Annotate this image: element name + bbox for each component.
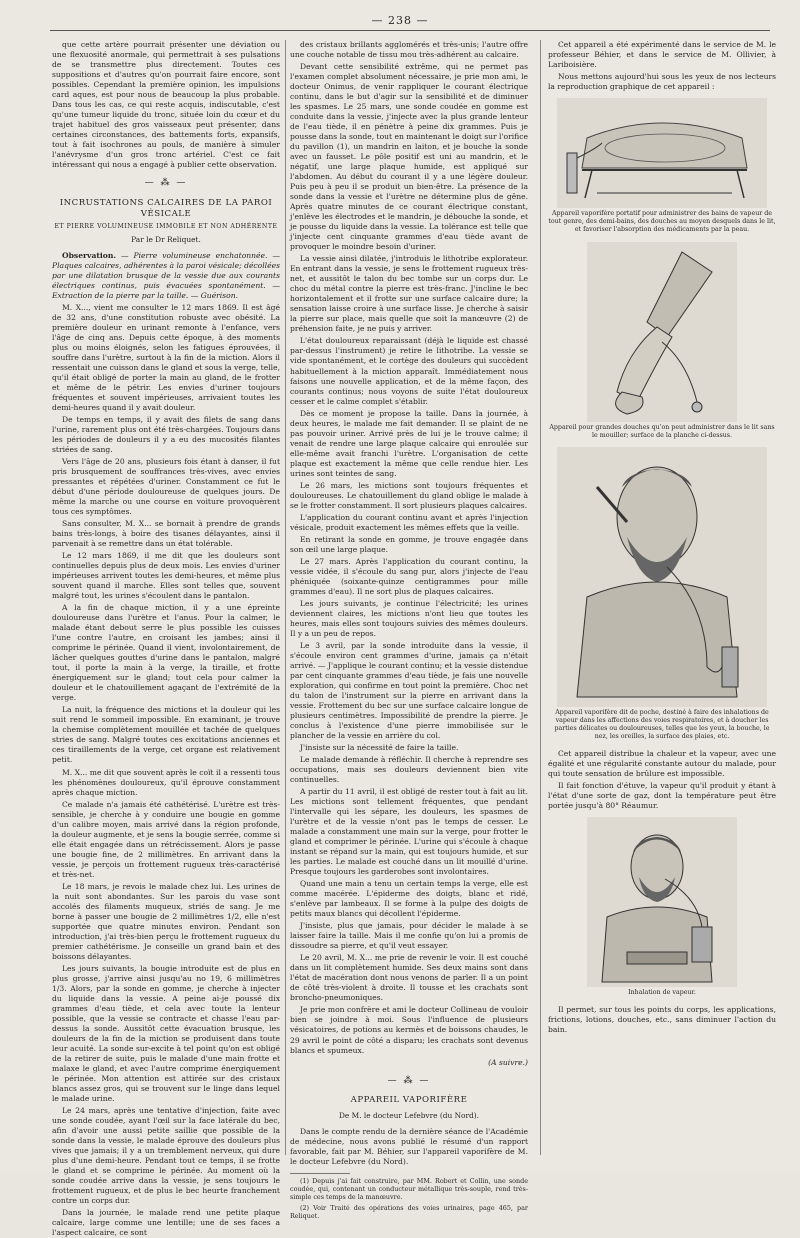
- paragraph: Le 24 mars, après une tentative d'injection, faite avec une sonde coudée, ayant l'œil sur la face latérale du bec, afin d'avoir une aussi petite saillie que possible de la sonde dans la vessie, le malade éprouve des douleurs plus vives que jamais; il y a un tremblement nerveux, qui dure plus d'une demi-heure. Pendant tout ce temps, il se frotte le gland et se comprime le périnée. Au moment où la sonde coudée arrive dans la vessie, je sens toujours le frottement rugueux, et de plus le bec heurte franchement contre un corps dur.: [52, 1106, 280, 1206]
- paragraph: A partir du 11 avril, il est obligé de rester tout à fait au lit. Les mictions sont tellement fréquentes, que pendant l'intervalle qui les sépare, les douleurs, les spasmes de l'urètre et de la vessie n'ont pas le temps de cesser. Le malade a constamment une main sur la verge, pour frotter le gland et comprimer le périnée. L'urine qui s'écoule à chaque instant se répand sur la main, qui est toujours humide, et sur les parties. Le malade est couché dans un lit mouillé d'urine. Presque toujours les garderobes sont involontaires.: [290, 787, 528, 877]
- article-author: Par le Dr Reliquet.: [131, 234, 201, 244]
- article-title: APPAREIL VAPORIFÈRE: [350, 1095, 468, 1106]
- figure-caption: Appareil vaporifère portatif pour administrer des bains de vapeur de tout genre, des demi-bains, des douches au moyen desquels dans le lit, et favoriser l'absorption des médicaments par la peau.: [548, 210, 776, 233]
- observation-summary: [52, 251, 280, 301]
- paragraph: Devant cette sensibilité extrême, qui ne permet pas l'examen complet absolument nécessaire, je prie mon ami, le docteur Onimus, de venir rappliquer le courant électrique continu, dans le but d'agir sur la sensibilité et de diminuer les spasmes. Le 25 mars, une sonde coudée en gomme est conduite dans la vessie, j'injecte avec la plus grande lenteur de l'eau tiède, il en pénètre à peine dix grammes. Puis je pousse dans la sonde, tout en maintenant le doigt sur l'orifice du pavillon (1), un mandrin en laiton, et je bouche la sonde avec un fausset. Le pôle positif est uni au mandrin, et le négatif, une large plaque humide, est appliqué sur l'abdomen. Au début du courant il y a une légère douleur. Puis peu à peu il se produit un bien-être. La présence de la sonde dans la vessie et l'urètre ne détermine plus de gêne. Après quatre minutes de ce courant électrique constant, j'enlève les électrodes et le mandrin, je débouche la sonde, et je pousse du liquide dans la vessie. La tolérance est telle que j'injecte cent cinquante grammes d'eau tiède avant de provoquer le moindre besoin d'uriner.: [290, 62, 528, 252]
- figure-caption: Appareil vaporifère dit de poche, destiné à faire des inhalations de vapeur dans les affections des voies respiratoires, et à doucher les parties délicates ou douloureuses, telles que les yeux, la bouche, le nez, les oreilles, la surface des plaies, etc.: [554, 709, 770, 740]
- paragraph: Je prie mon confrère et ami le docteur Collineau de vouloir bien se joindre à moi. Sous l'influence de plusieurs vésicatoires, de potions au kermès et de boissons chaudes, le 29 avril le point de côté a disparu; les crachats sont devenus blancs et spumeux.: [290, 1005, 528, 1055]
- paragraph: Le malade demande à réfléchir. Il cherche à reprendre ses occupations, mais ses douleurs deviennent bien vite continuelles.: [290, 755, 528, 785]
- paragraph: L'état douloureux reparaissant (déjà le liquide est chassé par-dessus l'instrument) je retire le lithotribe. La vessie se vide spontanément, et le cortège des douleurs qui succèdent habituellement à la miction apparaît. Immédiatement nous faisons une nouvelle application, et de la même façon, des courants continus; nous voyons de suite l'état douloureux cesser et le calme complet s'établir.: [290, 336, 528, 406]
- paragraph: J'insiste, plus que jamais, pour décider le malade à se laisser faire la taille. Mais il me confie qu'on lui a promis de dissoudre sa pierre, et qu'il veut essayer.: [290, 921, 528, 951]
- paragraph: De temps en temps, il y avait des filets de sang dans l'urine, rarement plus ont été très-chargées. Toujours dans les périodes de douleurs il y a eu des mucosités filantes striées de sang.: [52, 414, 280, 455]
- paragraph: Dans la journée, le malade rend une petite plaque calcaire, large comme une lentille; une de ses faces a l'aspect calcaire, ce sont: [52, 1208, 280, 1238]
- to-be-continued: (A suivre.): [488, 1057, 528, 1067]
- column-2: [290, 40, 528, 1220]
- paragraph: Le 3 avril, par la sonde introduite dans la vessie, il s'écoule environ cent grammes d'urine, jamais ça n'était arrivé. — J'applique le courant continu; et la vessie distendue par cent cinquante grammes d'eau tiède, je fais une nouvelle exploration, qui confirme en tout point la première. Choc net du talon de l'instrument sur la pierre en arrivant dans la vessie. Frottement du bec sur une surface calcaire longue de plusieurs centimètres. Impossibilité de prendre la pierre. Je conclus à l'existence d'une pierre immobilisée sur le plancher de la vessie en arrière du col.: [290, 640, 528, 741]
- figure-vapor-bath-apparatus: [557, 98, 767, 208]
- paragraph: Sans consulter, M. X... se bornait à prendre de grands bains très-longs, à boire des tisanes délayantes, ainsi il parvenait à se remettre dans un état tolérable.: [52, 519, 280, 549]
- vapor-bath-illustration: [557, 98, 767, 208]
- figure-pocket-vaporizer: [557, 447, 767, 707]
- paragraph: Le 27 mars. Après l'application du courant continu, la vessie vidée, il s'écoule du sang pur, alors j'injecte de l'eau phéniquée (soixante-quinze centigrammes pour mille grammes d'eau). Il ne sort plus de plaques calcaires.: [290, 556, 528, 596]
- footnote-rule: [290, 1173, 350, 1174]
- paragraph: Les jours suivants, la bougie introduite est de plus en plus grosse, j'arrive ainsi jusqu'au no 19, 6 millimètres 1/3. Alors, par la sonde en gomme, je cherche à injecter du liquide dans la vessie. A peine ai-je poussé dix grammes d'eau tiède, et cela avec toute la lenteur possible, que la vessie se contracte et chasse l'eau par-dessus la sonde. Aussitôt cette évacuation brusque, les douleurs de la fin de la miction se produisent dans toute leur acuité. La sonde sur-excite à tel point qu'on est obligé de la retirer de suite, puis le malade d'une main frotte et malaxe le gland, et avec l'autre comprime énergiquement le périnée. Mon attention est attirée sur des cristaux blancs assez gros, qui se trouvent sur le linge dans lequel le malade urine.: [52, 963, 280, 1103]
- inhalation-illustration: [587, 817, 737, 987]
- paragraph: Il fait fonction d'étuve, la vapeur qu'il produit y étant à l'état d'une sorte de gaz, dont la température peut être portée jusqu'à 80° Réaumur.: [548, 780, 776, 810]
- column-divider-1: [285, 40, 286, 1155]
- pocket-vaporizer-illustration: [557, 447, 767, 707]
- paragraph: M. X... me dit que souvent après le coït il a ressenti tous les phénomènes douloureux, qu'il éprouve constamment après chaque miction.: [52, 767, 280, 797]
- paragraph: J'insiste sur la nécessité de faire la taille.: [300, 743, 459, 753]
- figure-inhalation: [587, 817, 737, 987]
- paragraph: des cristaux brillants agglomérés et très-unis; l'autre offre une couche notable de tissu mou très-adhérent au calcaire.: [290, 40, 528, 60]
- paragraph: Cet appareil a été expérimenté dans le service de M. le professeur Béhier, et dans le service de M. Ollivier, à Lariboisière.: [548, 40, 776, 70]
- article-subtitle: ET PIERRE VOLUMINEUSE IMMOBILE ET NON ADHÉRENTE: [54, 222, 278, 230]
- article-title: INCRUSTATIONS CALCAIRES DE LA PAROI VÉSICALE: [59, 198, 273, 220]
- page-number: — 238 —: [371, 14, 429, 27]
- paragraph: Le 12 mars 1869, il me dit que les douleurs sont continuelles depuis plus de deux mois. Les envies d'uriner impérieuses arrivent toutes les demi-heures, et même plus souvent quand il marche. Elles sont telles que, souvent malgré tout, les urines s'écoulent dans le pantalon.: [52, 551, 280, 601]
- column-divider-2: [540, 40, 541, 1155]
- section-ornament: — ⁂ —: [144, 178, 188, 189]
- paragraph: M. X..., vient me consulter le 12 mars 1869. Il est âgé de 32 ans, d'une constitution robuste avec obésité. La première douleur en urinant remonte à l'enfance, vers l'âge de cinq ans. Depuis cette époque, à des moments plus ou moins éloignés, selon les fatigues éprouvées, il souffre dans l'urètre, surtout à la fin de la miction. Alors il ressentait une cuisson dans le gland et sous la verge, telle, qu'il était obligé de porter la main au gland, de le frotter et même de le pétrir. Les envies d'uriner toujours fréquentes et souvent impérieuses, arrivaient toutes les demi-heures quand il y avait douleur.: [52, 302, 280, 412]
- header-rule: [50, 30, 770, 31]
- paragraph: Ce malade n'a jamais été cathétérisé. L'urètre est très-sensible, je cherche à y conduire une bougie en gomme d'un calibre moyen, mais arrivé dans la région profonde, la douleur augmente, et je sens la bougie serrée, comme si elle était engagée dans un rétrécissement. Alors je passe une bougie fine, de 2 millimètres. En arrivant dans la vessie, je perçois un frottement rugueux très-caractérisé et très-net.: [52, 799, 280, 879]
- observation-text: — Pierre volumineuse enchatonnée. — Plaques calcaires, adhérentes à la paroi vésicale; décollées par une dilatation brusque de la vessie due aux courants électriques continus, puis évacuées spontanément. — Extraction de la pierre par la taille. — Guérison.: [52, 250, 280, 300]
- douche-illustration: [587, 242, 737, 422]
- paragraph: Cet appareil distribue la chaleur et la vapeur, avec une égalité et une régularité constante autour du malade, pour qui toute sensation de brûlure est impossible.: [548, 748, 776, 778]
- observation-label: Observation.: [62, 250, 116, 260]
- footnote: (1) Depuis j'ai fait construire, par MM. Robert et Collin, une sonde coudée, qui, contenant un conducteur métallique très-souple, rend très-simple ces temps de la manœuvre.: [290, 1176, 528, 1202]
- paragraph: Le 20 avril, M. X... me prie de revenir le voir. Il est couché dans un lit complètement humide. Ses deux mains sont dans l'état de macération dont nous venons de parler. Il a un point de côté très-violent à droite. Il tousse et les crachats sont broncho-pneumoniques.: [290, 953, 528, 1003]
- column-1: [52, 40, 280, 1238]
- section-ornament: — ⁂ —: [387, 1075, 431, 1086]
- paragraph: En retirant la sonde en gomme, je trouve engagée dans son œil une large plaque.: [290, 534, 528, 554]
- figure-caption: Appareil pour grandes douches qu'on peut administrer dans le lit sans le mouiller; surface de la planche ci-dessus.: [549, 423, 775, 439]
- paragraph: La nuit, la fréquence des mictions et la douleur qui les suit rend le sommeil impossible. En examinant, je trouve la chemise complètement mouillée et tachée de quelques stries de sang. Malgré toutes ces excitations anciennes et ces tiraillements de la verge, cet organe est relativement petit.: [52, 705, 280, 765]
- article-author: De M. le docteur Lefebvre (du Nord).: [339, 1110, 479, 1120]
- paragraph: Dès ce moment je propose la taille. Dans la journée, à deux heures, le malade me fait demander. Il se plaint de ne pas pouvoir uriner. Arrivé près de lui je le trouve calme; il venait de rendre une large plaque calcaire qui enroulée sur elle-même avait franchi l'urètre. L'organisation de cette plaque est exactement la même que celle rendue hier. Les urines sont teintes de sang.: [290, 408, 528, 478]
- paragraph: L'application du courant continu avant et après l'injection vésicale, produit exactement les mêmes effets que la veille.: [290, 512, 528, 532]
- paragraph: Les jours suivants, je continue l'électricité; les urines deviennent claires, les mictions n'ont lieu que toutes les heures, mais elles sont toujours suivies des mêmes douleurs. Il y a un peu de repos.: [290, 598, 528, 638]
- column-3: [548, 40, 776, 1155]
- paragraph: Vers l'âge de 20 ans, plusieurs fois étant à danser, il fut pris brusquement de souffrances très-vives, avec envies pressantes et répétées d'uriner. Constamment ce fut le début d'une période douloureuse de quelques jours. De même la marche ou une course en voiture provoquèrent tous ces symptômes.: [52, 457, 280, 517]
- paragraph: A la fin de chaque miction, il y a une épreinte douloureuse dans l'urètre et l'anus. Pour la calmer, le malade étant debout serre le plus possible les cuisses l'une contre l'autre, en croisant les jambes; ainsi il comprime le périnée. Quand il vient, involontairement, de lâcher quelques gouttes d'urine dans le pantalon, malgré tout, il porte la main à la verge, la tiraille, et frotte énergiquement sur le gland; tout cela pour calmer la douleur et le chatouillement agaçant de l'extrémité de la verge.: [52, 603, 280, 703]
- paragraph: Le 26 mars, les mictions sont toujours fréquentes et douloureuses. Le chatouillement du gland oblige le malade à se le frotter constamment. Il sort plusieurs plaques calcaires.: [290, 480, 528, 510]
- paragraph: Le 18 mars, je revois le malade chez lui. Les urines de la nuit sont abondantes. Sur les parois du vase sont accolés des filaments muqueux, striés de sang. Je me borne à passer une bougie de 2 millimètres 1/2, elle n'est supportée que quatre minutes environ. Pendant son introduction, j'ai très-bien perçu le frottement rugueux du premier cathétérisme. Je conseille un grand bain et des boissons délayantes.: [52, 881, 280, 961]
- paragraph: La vessie ainsi dilatée, j'introduis le lithotribe explorateur. En entrant dans la vessie, je sens le frottement rugueux très-net, et aussitôt le talon du bec tombe sur un corps dur. Le choc du métal contre la pierre est très-franc. J'incline le bec horizontalement et il frotte sur une surface calcaire dure; la sensation laisse croire à une surface lisse. Je cherche à saisir la pierre sur place, mais quelle que soit la manœuvre (2) de préhension faite, je ne puis y arriver.: [290, 254, 528, 334]
- paragraph: Nous mettons aujourd'hui sous les yeux de nos lecteurs la reproduction graphique de cet appareil :: [548, 72, 776, 92]
- figure-caption: Inhalation de vapeur.: [628, 988, 696, 996]
- paragraph: Dans le compte rendu de la dernière séance de l'Académie de médecine, nous avons publié le résumé d'un rapport favorable, fait par M. Béhier, sur l'appareil vaporifère de M. le docteur Lefebvre (du Nord).: [290, 1126, 528, 1166]
- paragraph: Quand une main a tenu un certain temps la verge, elle est comme macérée. L'épiderme des doigts, blanc et ridé, s'enlève par lambeaux. Il se forme à la pulpe des doigts de petits maux blancs qui décollent l'épiderme.: [290, 879, 528, 919]
- figure-douche-apparatus: [587, 242, 737, 422]
- intro-paragraph: que cette artère pourrait présenter une déviation ou une flexuosité anormale, qui permettrait à ses pulsations de se transmettre plus directement. Toutes ces suppositions et d'autres qu'on pourrait faire encore, sont possibles. Cependant la première opinion, les impulsions card aques, est pour nous de beaucoup la plus probable. Dans tous les cas, ce qui reste acquis, indiscutable, c'est qu'une tumeur liquide du tronc, située loin du cœur et du trajet habituel des gros vaisseaux peut présenter, dans certaines circonstances, des battements forts, expansifs, tout à fait isochrones au pouls, de manière à simuler l'anévrysme d'un gros tronc artériel. C'est ce fait intéressant qui nous a engagé à publier cette observation.: [52, 40, 280, 170]
- footnote: (2) Voir Traité des opérations des voies urinaires, page 465, par Reliquet.: [290, 1203, 528, 1220]
- paragraph: Il permet, sur tous les points du corps, les applications, frictions, lotions, douches, etc., sans diminuer l'action du bain.: [548, 1004, 776, 1034]
